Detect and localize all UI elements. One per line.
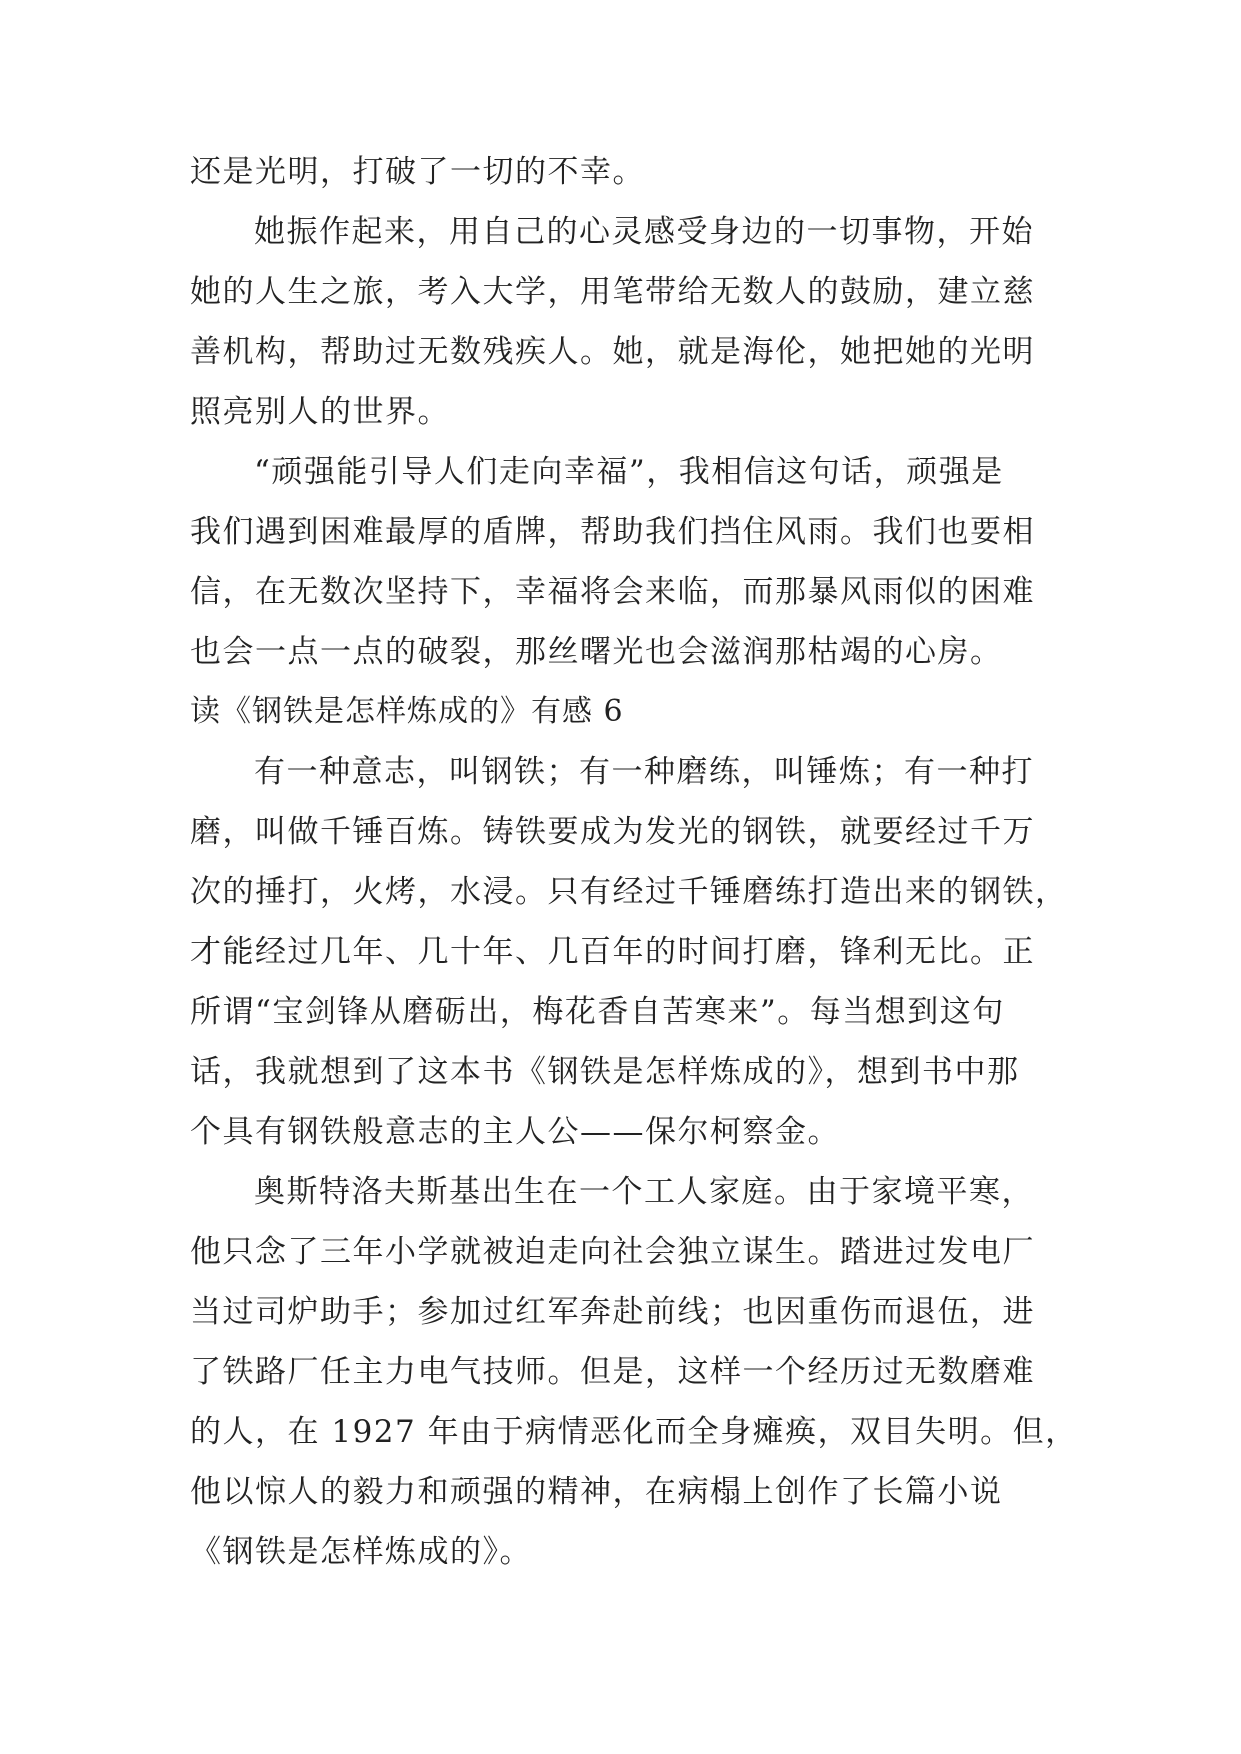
text-line: 奥斯特洛夫斯基出生在一个工人家庭。由于家境平寒，: [254, 1174, 1034, 1210]
text-line: 《钢铁是怎样炼成的》。: [190, 1534, 532, 1570]
text-line: 次的捶打，火烤，水浸。只有经过千锤磨练打造出来的钢铁，: [190, 874, 1068, 910]
text-line: 也会一点一点的破裂，那丝曙光也会滋润那枯竭的心房。: [190, 634, 1003, 670]
text-line: 所谓“宝剑锋从磨砺出，梅花香自苦寒来”。每当想到这句: [190, 994, 1005, 1030]
document-page: [190, 152, 1078, 1592]
text-line: 我们遇到困难最厚的盾牌，帮助我们挡住风雨。我们也要相: [190, 514, 1035, 550]
text-line: 信，在无数次坚持下，幸福将会来临，而那暴风雨似的困难: [190, 574, 1035, 610]
text-line: 她振作起来，用自己的心灵感受身边的一切事物，开始: [254, 214, 1034, 250]
text-line: 还是光明，打破了一切的不幸。: [190, 154, 645, 190]
text-line: 磨，叫做千锤百炼。铸铁要成为发光的钢铁，就要经过千万: [190, 814, 1035, 850]
text-line: 他以惊人的毅力和顽强的精神，在病榻上创作了长篇小说: [190, 1474, 1003, 1510]
section-title: 读《钢铁是怎样炼成的》有感 6: [190, 694, 624, 729]
text-line: 照亮别人的世界。: [190, 394, 450, 430]
text-line: 了铁路厂任主力电气技师。但是，这样一个经历过无数磨难: [190, 1354, 1035, 1390]
text-line: 个具有钢铁般意志的主人公——保尔柯察金。: [190, 1114, 840, 1150]
text-line: 话，我就想到了这本书《钢铁是怎样炼成的》，想到书中那: [190, 1054, 1020, 1090]
text-line: 当过司炉助手；参加过红军奔赴前线；也因重伤而退伍，进: [190, 1294, 1035, 1330]
text-line: 有一种意志，叫钢铁；有一种磨练，叫锤炼；有一种打: [254, 754, 1034, 790]
text-line: 的人，在 1927 年由于病情恶化而全身瘫痪，双目失明。但，: [190, 1414, 1078, 1450]
text-line: 才能经过几年、几十年、几百年的时间打磨，锋利无比。正: [190, 934, 1035, 970]
text-line: 善机构，帮助过无数残疾人。她，就是海伦，她把她的光明: [190, 334, 1035, 370]
text-line: 她的人生之旅，考入大学，用笔带给无数人的鼓励，建立慈: [190, 274, 1035, 310]
text-line: “顽强能引导人们走向幸福”，我相信这句话，顽强是: [254, 454, 1004, 490]
text-line: 他只念了三年小学就被迫走向社会独立谋生。踏进过发电厂: [190, 1234, 1035, 1270]
